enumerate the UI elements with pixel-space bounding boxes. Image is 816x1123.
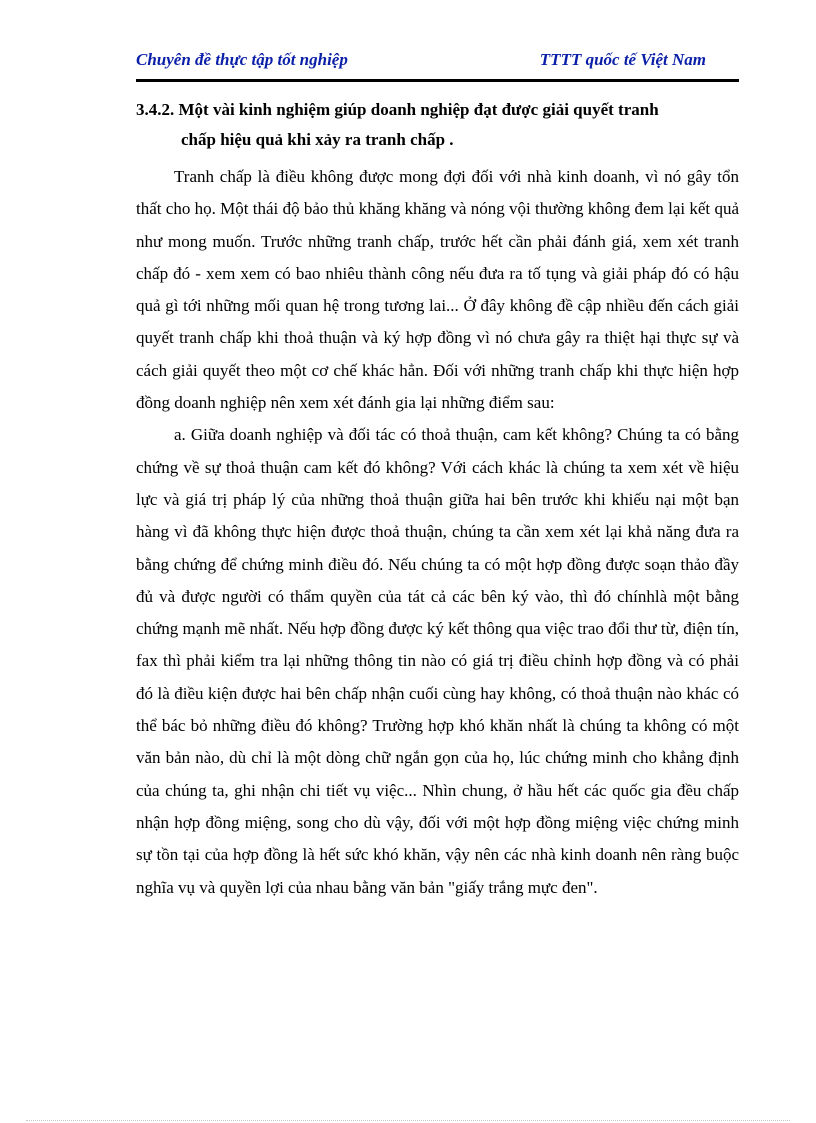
section-heading [136, 95, 739, 155]
header-organization: TTTT quốc tế Việt Nam [539, 50, 706, 69]
paragraph-point-a: a. Giữa doanh nghiệp và đối tác có thoả thuận, cam kết không? Chúng ta có bằng chứng về sự thoả thuận cam kết đó không? Với cách khác là chúng ta xem xét về hiệu lực và giá trị pháp lý của những thoả thuận giữa hai bên trước khi khiếu nại một bạn hàng vì đã không thực hiện được thoả thuận, chúng ta cần xem xét lại khả năng đưa ra bằng chứng để chứng minh điều đó. Nếu chúng ta có một hợp đồng được soạn thảo đầy đủ và được người có thẩm quyền của tát cả các bên ký vào, thì đó chínhlà một bằng chứng mạnh mẽ nhất. Nếu hợp đồng được ký kết thông qua việc trao đổi thư từ, điện tín, fax thì phải kiểm tra lại những thông tin nào có giá trị điều chỉnh hợp đồng và có phải đó là điều kiện được hai bên chấp nhận cuối cùng hay không, có thoả thuận nào khác có thể bác bỏ những điều đó không? Trường hợp khó khăn nhất là chúng ta không có một văn bản nào, dù chỉ là một dòng chữ ngắn gọn của họ, lúc chứng minh cho khẳng định của chúng ta, ghi nhận chi tiết vụ việc... Nhìn chung, ở hầu hết các quốc gia đều chấp nhận hợp đồng miệng, song cho dù vậy, đối với một hợp đồng miệng việc chứng minh sự tồn tại của hợp đồng là hết sức khó khăn, vậy nên các nhà kinh doanh nên ràng buộc nghĩa vụ và quyền lợi của nhau bằng văn bản "giấy trắng mực đen". [136, 425, 739, 897]
section-heading-line-1: 3.4.2. Một vài kinh nghiệm giúp doanh nghiệp đạt được giải quyết tranh [136, 100, 659, 119]
header-divider [136, 79, 739, 82]
paragraph-intro: Tranh chấp là điều không được mong đợi đối với nhà kinh doanh, vì nó gây tổn thất cho họ. Một thái độ bảo thủ khăng khăng và nóng vội thường không đem lại kết quả như mong muốn. Trước những tranh chấp, trước hết cần phải đánh giá, xem xét tranh chấp đó - xem xem có bao nhiêu thành công nếu đưa ra tố tụng và giải pháp đó có hậu quả gì tới những mối quan hệ trong tương lai... Ở đây không đề cập nhiều đến cách giải quyết tranh chấp khi thoả thuận và ký hợp đồng vì nó chưa gây ra thiệt hại thực sự và cách giải quyết theo một cơ chế khác hẳn. Đối với những tranh chấp khi thực hiện hợp đồng doanh nghiệp nên xem xét đánh gia lại những điểm sau: [136, 167, 739, 413]
header-report-title: Chuyên đề thực tập tốt nghiệp [136, 50, 348, 69]
page-bottom-border [26, 1120, 790, 1121]
section-heading-line-2: chấp hiệu quả khi xảy ra tranh chấp . [181, 130, 454, 149]
page-header [136, 46, 738, 76]
body-text [136, 161, 739, 904]
